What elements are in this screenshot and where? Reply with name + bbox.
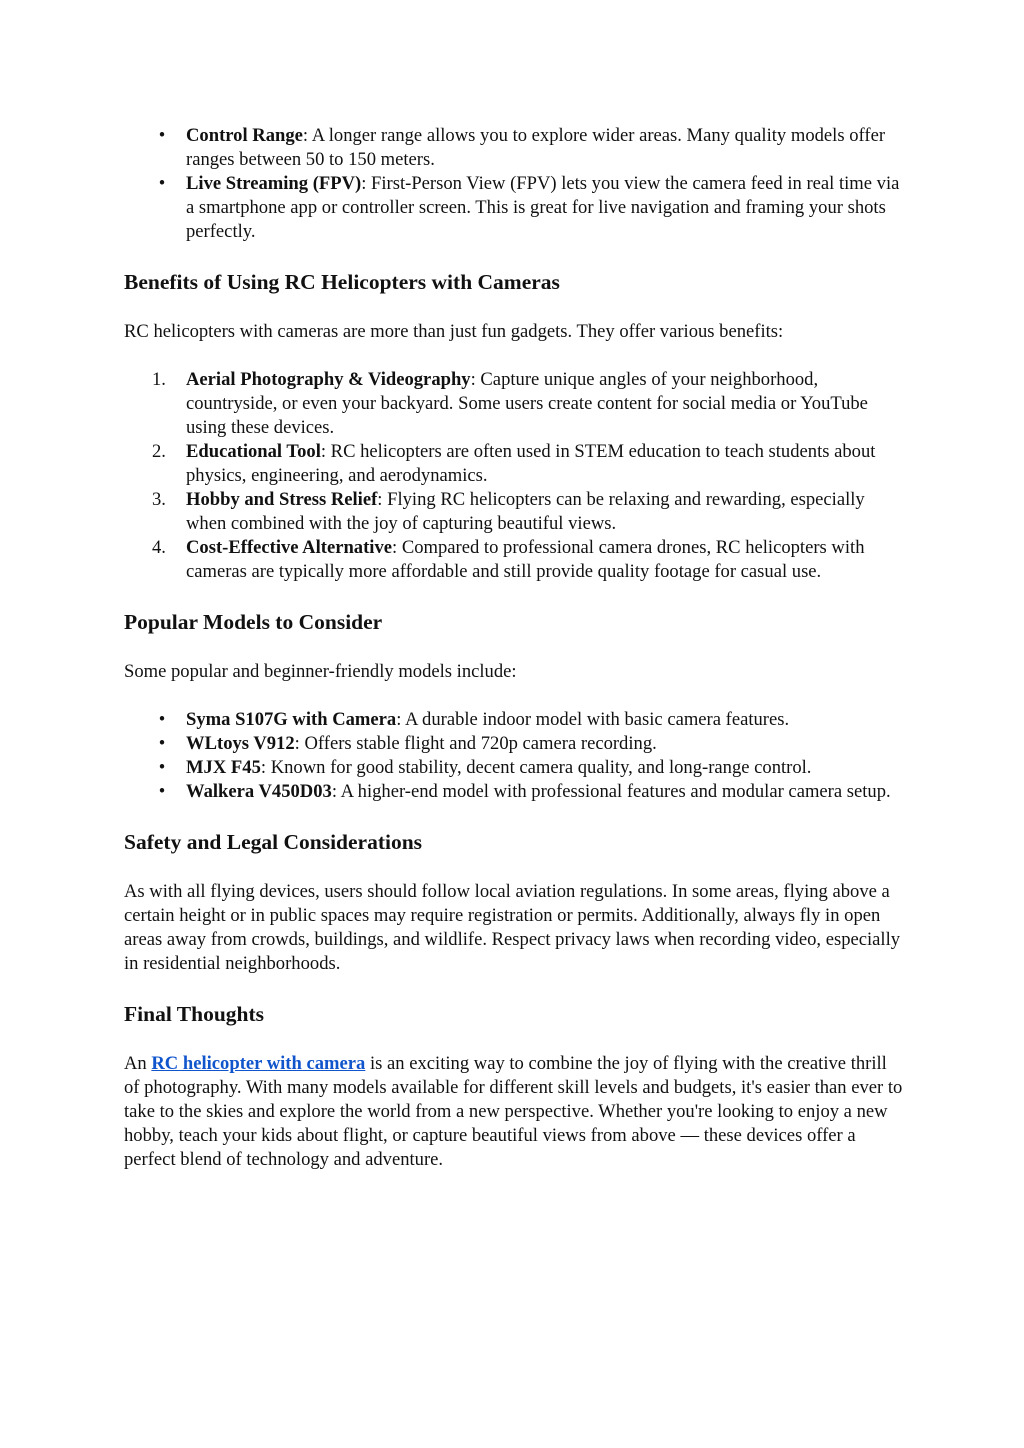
list-number: 1. — [152, 369, 166, 390]
list-item — [124, 124, 904, 172]
list-item — [124, 708, 904, 732]
list-item-term: Syma S107G with Camera — [186, 709, 397, 730]
list-item-text: : A durable indoor model with basic camera features. — [396, 709, 790, 730]
document-page — [124, 124, 904, 1172]
list-item-text: : First-Person View (FPV) lets you view the camera feed in real time via a smartphone app or controller screen. This is great for live navigation and framing your shots perfectly. — [186, 173, 900, 242]
rc-helicopter-link[interactable]: RC helicopter with camera — [151, 1053, 366, 1074]
list-item — [124, 488, 904, 536]
final-prefix: An — [124, 1053, 152, 1074]
list-item — [124, 172, 904, 244]
features-list — [124, 124, 904, 244]
list-item — [124, 368, 904, 440]
bullet-icon: • — [158, 125, 166, 146]
final-body: is an exciting way to combine the joy of flying with the creative thrill of photography. With many models available for different skill levels and budgets, it's easier than ever to take to the skies and explore the world from a new perspective. Whether you're looking to enjoy a new hobby, teach your kids about flight, or capture beautiful views from above — these devices offer a perfect blend of technology and adventure. — [124, 1053, 903, 1170]
list-item-term: MJX F45 — [186, 757, 261, 778]
final-paragraph — [124, 1052, 904, 1172]
list-item-term: Live Streaming (FPV) — [186, 173, 362, 194]
section-heading-safety: Safety and Legal Considerations — [124, 830, 423, 854]
models-list — [124, 708, 904, 804]
list-item-text: : Compared to professional camera drones, RC helicopters with cameras are typically more affordable and still provide quality footage for casual use. — [186, 537, 865, 582]
list-item — [124, 732, 904, 756]
list-item-text: : Known for good stability, decent camera quality, and long-range control. — [260, 757, 812, 778]
bullet-icon: • — [158, 781, 166, 802]
list-item-text: : A higher-end model with professional features and modular camera setup. — [331, 781, 891, 802]
section-heading-models: Popular Models to Consider — [124, 610, 383, 634]
list-item-text: : A longer range allows you to explore wider areas. Many quality models offer ranges between 50 to 150 meters. — [186, 125, 886, 170]
list-number: 3. — [152, 489, 166, 510]
section-heading-final: Final Thoughts — [124, 1002, 265, 1026]
list-item-text: : Offers stable flight and 720p camera recording. — [294, 733, 657, 754]
list-item-text: : Flying RC helicopters can be relaxing and rewarding, especially when combined with the joy of capturing beautiful views. — [186, 489, 865, 534]
section-heading-benefits: Benefits of Using RC Helicopters with Cameras — [124, 270, 560, 294]
safety-paragraph: As with all flying devices, users should follow local aviation regulations. In some areas, flying above a certain height or in public spaces may require registration or permits. Additionally, always fly in open areas away from crowds, buildings, and wildlife. Respect privacy laws when recording video, especially in residential neighborhoods. — [124, 881, 901, 974]
list-item-term: Cost-Effective Alternative — [186, 537, 393, 558]
list-item-term: Aerial Photography & Videography — [186, 369, 471, 390]
list-item-text: : Capture unique angles of your neighborhood, countryside, or even your backyard. Some users create content for social media or YouTube using these devices. — [186, 369, 868, 438]
list-item-term: Control Range — [186, 125, 303, 146]
bullet-icon: • — [158, 709, 166, 730]
bullet-icon: • — [158, 173, 166, 194]
list-item-term: WLtoys V912 — [186, 733, 295, 754]
list-number: 4. — [152, 537, 166, 558]
list-number: 2. — [152, 441, 166, 462]
list-item-term: Hobby and Stress Relief — [186, 489, 378, 510]
benefits-list — [124, 368, 904, 584]
list-item — [124, 780, 904, 804]
bullet-icon: • — [158, 757, 166, 778]
models-intro: Some popular and beginner-friendly models include: — [124, 661, 517, 682]
list-item — [124, 440, 904, 488]
list-item-term: Educational Tool — [186, 441, 321, 462]
list-item — [124, 756, 904, 780]
list-item-text: : RC helicopters are often used in STEM education to teach students about physics, engineering, and aerodynamics. — [186, 441, 876, 486]
list-item — [124, 536, 904, 584]
benefits-intro: RC helicopters with cameras are more than just fun gadgets. They offer various benefits: — [124, 321, 784, 342]
list-item-term: Walkera V450D03 — [186, 781, 332, 802]
bullet-icon: • — [158, 733, 166, 754]
